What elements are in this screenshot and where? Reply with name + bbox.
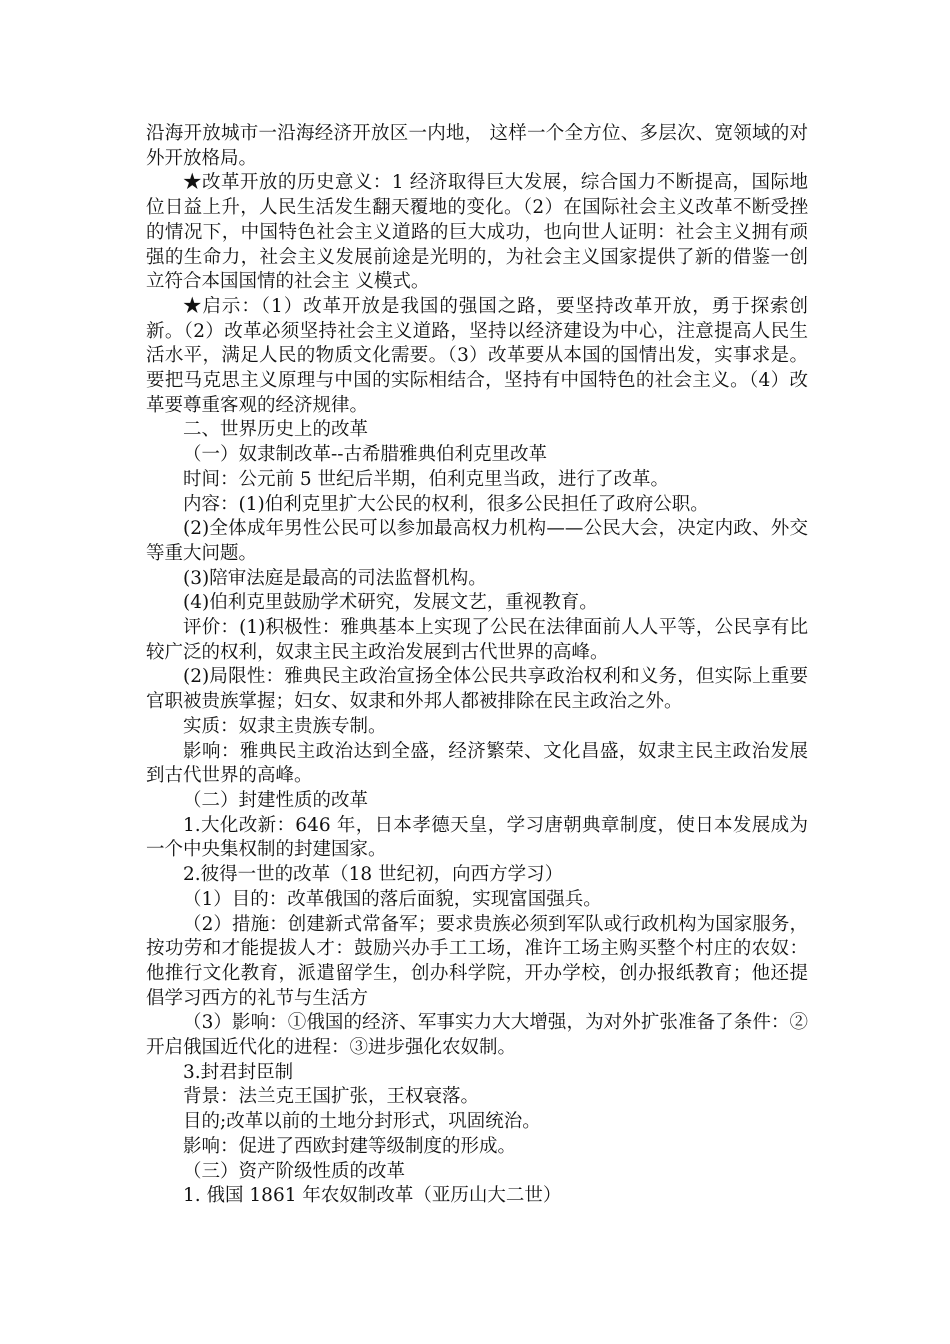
- paragraph: 沿海开放城市一沿海经济开放区一内地， 这样一个全方位、多层次、宽领域的对外开放格局。: [146, 123, 808, 169]
- paragraph: （1）目的：改革俄国的落后面貌，实现富国强兵。: [183, 888, 602, 910]
- paragraph: （二）封建性质的改革: [183, 789, 369, 811]
- paragraph: （2）措施：创建新式常备军；要求贵族必须到军队或行政机构为国家服务，按功劳和才能提拔人才：鼓励兴办手工工场，准许工场主购买整个村庄的农奴：他推行文化教育，派遣留学生，创办科学院，开办学校，创办报纸教育；他还提倡学习西方的礼节与生活方: [146, 913, 808, 1009]
- paragraph: （三）资产阶级性质的改革: [183, 1160, 406, 1182]
- paragraph: 时间：公元前 5 世纪后半期，伯利克里当政，进行了改革。: [183, 468, 670, 490]
- paragraph: (4)伯利克里鼓励学术研究，发展文艺，重视教育。: [183, 592, 598, 614]
- paragraph: 1.大化改新：646 年，日本孝德天皇，学习唐朝典章制度，使日本发展成为一个中央集权制的封建国家。: [146, 814, 808, 861]
- document-body: [146, 122, 808, 1209]
- paragraph: 内容：(1)伯利克里扩大公民的权利，很多公民担任了政府公职。: [183, 493, 709, 515]
- paragraph: 3.封君封臣制: [183, 1061, 294, 1083]
- paragraph: 目的;改革以前的土地分封形式，巩固统治。: [183, 1111, 541, 1133]
- paragraph: (2)局限性：雅典民主政治宣扬全体公民共享政治权利和义务，但实际上重要官职被贵族掌握；妇女、奴隶和外邦人都被排除在民主政治之外。: [146, 666, 808, 713]
- paragraph: 二、世界历史上的改革: [183, 419, 369, 441]
- paragraph: 影响：雅典民主政治达到全盛，经济繁荣、文化昌盛，奴隶主民主政治发展到古代世界的高峰。: [146, 740, 808, 787]
- paragraph: 2.彼得一世的改革（18 世纪初，向西方学习）: [183, 864, 564, 886]
- paragraph: 评价：(1)积极性：雅典基本上实现了公民在法律面前人人平等，公民享有比较广泛的权利，奴隶主民主政治发展到古代世界的高峰。: [146, 617, 808, 663]
- paragraph: （3）影响：①俄国的经济、军事实力大大增强，为对外扩张准备了条件：②开启俄国近代化的进程：③进步强化农奴制。: [146, 1012, 808, 1059]
- paragraph: ★启示：（1）改革开放是我国的强国之路，要坚持改革开放，勇于探索创新。（2）改革必须坚持社会主义道路，坚持以经济建设为中心，注意提高人民生活水平，满足人民的物质文化需要。（3）改革要从本国的国情出发，实事求是。要把马克思主义原理与中国的实际相结合，坚持有中国特色的社会主义。（4）改革要尊重客观的经济规律。: [146, 295, 808, 416]
- paragraph: (2)全体成年男性公民可以参加最高权力机构——公民大会，决定内政、外交等重大问题。: [146, 518, 808, 564]
- paragraph: 1. 俄国 1861 年农奴制改革（亚历山大二世）: [183, 1185, 562, 1207]
- paragraph: (3)陪审法庭是最高的司法监督机构。: [183, 567, 487, 589]
- paragraph: （一）奴隶制改革--古希腊雅典伯利克里改革: [183, 444, 548, 466]
- paragraph: ★改革开放的历史意义：1 经济取得巨大发展，综合国力不断提高，国际地位日益上升，人民生活发生翻天覆地的变化。（2）在国际社会主义改革不断受挫的情况下，中国特色社会主义道路的巨大成功，也向世人证明：社会主义拥有顽强的生命力，社会主义发展前途是光明的，为社会主义国家提供了新的借鉴一创立符合本国国情的社会主 义模式。: [146, 172, 808, 293]
- paragraph: 背景：法兰克王国扩张，王权衰落。: [183, 1086, 480, 1108]
- paragraph: 实质：奴隶主贵族专制。: [183, 715, 387, 737]
- paragraph: 影响：促进了西欧封建等级制度的形成。: [183, 1135, 517, 1157]
